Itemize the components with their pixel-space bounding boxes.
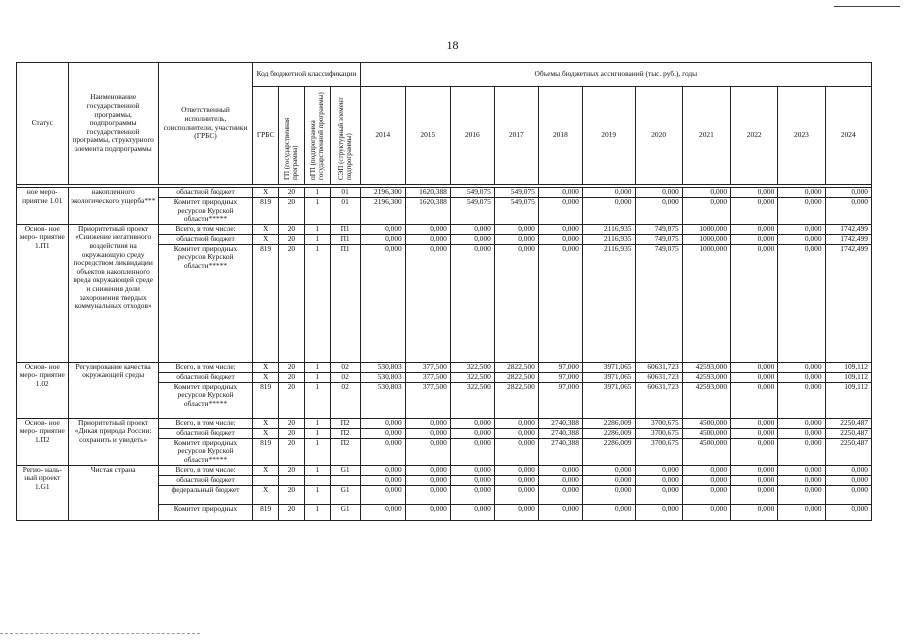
value-cell: 0,000 <box>360 438 405 465</box>
value-cell: 2196,300 <box>360 198 405 225</box>
value-cell: 0,000 <box>494 234 538 244</box>
value-cell: 0,000 <box>778 418 825 428</box>
value-cell: 97,000 <box>538 372 582 382</box>
value-cell: 2250,487 <box>825 438 871 465</box>
value-cell: 0,000 <box>731 428 778 438</box>
value-cell: 0,000 <box>450 244 494 362</box>
value-cell: 0,000 <box>731 224 778 234</box>
value-cell: 322,500 <box>450 382 494 418</box>
value-cell: 109,112 <box>825 382 871 418</box>
value-cell: 0,000 <box>825 198 871 225</box>
responsible-cell: Всего, в том числе: <box>158 362 253 372</box>
value-cell: 1742,499 <box>825 224 871 234</box>
header-code-gp <box>279 87 305 185</box>
header-status: Статус <box>17 63 69 185</box>
grbs-cell: X <box>253 418 279 428</box>
value-cell: 0,000 <box>405 428 450 438</box>
header-code-pgp <box>304 87 330 185</box>
sep-cell <box>330 475 360 485</box>
pgp-cell: 1 <box>304 428 330 438</box>
grbs-cell: 819 <box>253 438 279 465</box>
value-cell: 0,000 <box>731 188 778 198</box>
value-cell: 0,000 <box>450 224 494 234</box>
value-cell: 1742,499 <box>825 234 871 244</box>
grbs-cell: X <box>253 428 279 438</box>
value-cell: 0,000 <box>360 504 405 520</box>
value-cell: 0,000 <box>778 485 825 504</box>
grbs-cell: X <box>253 372 279 382</box>
value-cell: 1742,499 <box>825 244 871 362</box>
value-cell: 0,000 <box>825 485 871 504</box>
value-cell: 97,000 <box>538 362 582 372</box>
gp-cell: 20 <box>279 362 305 372</box>
value-cell: 0,000 <box>538 198 582 225</box>
value-cell: 0,000 <box>682 198 730 225</box>
responsible-cell: областной бюджет <box>158 475 253 485</box>
name-cell: Чистая страна <box>68 465 158 520</box>
value-cell: 1000,000 <box>682 224 730 234</box>
value-cell: 0,000 <box>538 504 582 520</box>
grbs-cell: 819 <box>253 244 279 362</box>
header-year: 2016 <box>450 87 494 185</box>
value-cell: 0,000 <box>450 234 494 244</box>
value-cell: 0,000 <box>360 234 405 244</box>
value-cell: 0,000 <box>360 485 405 504</box>
value-cell: 549,075 <box>450 188 494 198</box>
header-volumes: Объемы бюджетных ассигнований (тыс. руб.), годы <box>360 63 871 87</box>
value-cell: 0,000 <box>405 234 450 244</box>
table-row <box>17 224 872 234</box>
value-cell: 3971,065 <box>582 372 635 382</box>
gp-cell: 20 <box>279 485 305 504</box>
value-cell: 0,000 <box>825 188 871 198</box>
table-body <box>17 188 872 521</box>
value-cell: 0,000 <box>682 465 730 475</box>
value-cell: 0,000 <box>582 198 635 225</box>
value-cell: 2116,935 <box>582 244 635 362</box>
value-cell: 0,000 <box>538 475 582 485</box>
value-cell: 0,000 <box>731 485 778 504</box>
name-cell: накопленного экологического ущерба*** <box>68 188 158 225</box>
pgp-cell: 1 <box>304 504 330 520</box>
value-cell: 0,000 <box>450 428 494 438</box>
value-cell: 0,000 <box>778 234 825 244</box>
value-cell: 2286,009 <box>582 418 635 428</box>
value-cell: 377,500 <box>405 372 450 382</box>
sep-cell: G1 <box>330 485 360 504</box>
budget-table-container <box>16 62 872 521</box>
value-cell: 549,075 <box>494 198 538 225</box>
value-cell: 0,000 <box>778 475 825 485</box>
value-cell: 0,000 <box>731 475 778 485</box>
value-cell: 2250,487 <box>825 428 871 438</box>
grbs-cell: X <box>253 465 279 475</box>
value-cell: 109,112 <box>825 362 871 372</box>
sep-cell: G1 <box>330 504 360 520</box>
grbs-cell: X <box>253 485 279 504</box>
value-cell: 0,000 <box>582 188 635 198</box>
value-cell: 0,000 <box>778 224 825 234</box>
value-cell: 0,000 <box>731 504 778 520</box>
value-cell: 0,000 <box>778 465 825 475</box>
value-cell: 0,000 <box>450 504 494 520</box>
responsible-cell: федеральный бюджет <box>158 485 253 504</box>
responsible-cell: областной бюджет <box>158 372 253 382</box>
sep-cell: П1 <box>330 244 360 362</box>
value-cell: 0,000 <box>731 438 778 465</box>
value-cell: 42593,000 <box>682 362 730 372</box>
sep-cell: П1 <box>330 224 360 234</box>
value-cell: 0,000 <box>682 485 730 504</box>
pgp-cell: 1 <box>304 244 330 362</box>
value-cell: 0,000 <box>582 475 635 485</box>
value-cell: 0,000 <box>778 362 825 372</box>
value-cell: 0,000 <box>682 475 730 485</box>
responsible-cell: областной бюджет <box>158 234 253 244</box>
value-cell: 749,075 <box>635 234 682 244</box>
header-year: 2018 <box>538 87 582 185</box>
sep-cell: 02 <box>330 382 360 418</box>
value-cell: 0,000 <box>538 224 582 234</box>
value-cell: 0,000 <box>450 475 494 485</box>
value-cell: 42593,000 <box>682 372 730 382</box>
gp-cell: 20 <box>279 438 305 465</box>
value-cell: 377,500 <box>405 362 450 372</box>
value-cell: 0,000 <box>778 438 825 465</box>
value-cell: 60631,723 <box>635 382 682 418</box>
value-cell: 0,000 <box>635 475 682 485</box>
value-cell: 2822,500 <box>494 362 538 372</box>
value-cell: 0,000 <box>682 188 730 198</box>
value-cell: 0,000 <box>582 504 635 520</box>
pgp-cell: 1 <box>304 188 330 198</box>
sep-cell: 01 <box>330 198 360 225</box>
value-cell: 749,075 <box>635 224 682 234</box>
value-cell: 0,000 <box>635 198 682 225</box>
value-cell: 2740,388 <box>538 428 582 438</box>
pgp-cell: 1 <box>304 382 330 418</box>
gp-cell <box>279 475 305 485</box>
gp-cell: 20 <box>279 188 305 198</box>
value-cell: 0,000 <box>635 504 682 520</box>
status-cell: Основ- ное меро- приятие 1.П1 <box>17 224 69 362</box>
value-cell: 0,000 <box>731 382 778 418</box>
value-cell: 2822,500 <box>494 372 538 382</box>
value-cell: 0,000 <box>494 244 538 362</box>
value-cell: 0,000 <box>538 465 582 475</box>
pgp-cell <box>304 475 330 485</box>
value-cell: 0,000 <box>494 418 538 428</box>
value-cell: 0,000 <box>360 224 405 234</box>
value-cell: 322,500 <box>450 362 494 372</box>
value-cell: 0,000 <box>778 372 825 382</box>
status-cell: Основ- ное меро- приятие 1.02 <box>17 362 69 418</box>
value-cell: 0,000 <box>494 485 538 504</box>
value-cell: 549,075 <box>494 188 538 198</box>
top-rule <box>834 6 900 7</box>
value-cell: 749,075 <box>635 244 682 362</box>
value-cell: 0,000 <box>405 465 450 475</box>
value-cell: 0,000 <box>731 198 778 225</box>
value-cell: 2250,487 <box>825 418 871 428</box>
value-cell: 0,000 <box>778 428 825 438</box>
grbs-cell: X <box>253 234 279 244</box>
gp-cell: 20 <box>279 372 305 382</box>
responsible-cell: областной бюджет <box>158 428 253 438</box>
responsible-cell: Всего, в том числе: <box>158 465 253 475</box>
gp-cell: 20 <box>279 382 305 418</box>
sep-cell: 02 <box>330 362 360 372</box>
status-cell: Регио- наль- ный проект 1.G1 <box>17 465 69 520</box>
responsible-cell: Всего, в том числе: <box>158 224 253 234</box>
header-year: 2017 <box>494 87 538 185</box>
value-cell: 0,000 <box>538 234 582 244</box>
value-cell: 0,000 <box>450 465 494 475</box>
grbs-cell: 819 <box>253 198 279 225</box>
header-code-sep-text: СЭП (структурный элемент подпрограммы) <box>337 96 354 180</box>
value-cell: 0,000 <box>778 244 825 362</box>
value-cell: 2116,935 <box>582 234 635 244</box>
table-row <box>17 465 872 475</box>
pgp-cell: 1 <box>304 224 330 234</box>
value-cell: 0,000 <box>405 244 450 362</box>
header-year: 2024 <box>825 87 871 185</box>
value-cell: 4500,000 <box>682 418 730 428</box>
value-cell: 42593,000 <box>682 382 730 418</box>
value-cell: 0,000 <box>360 418 405 428</box>
value-cell: 2116,935 <box>582 224 635 234</box>
value-cell: 0,000 <box>731 234 778 244</box>
value-cell: 97,000 <box>538 382 582 418</box>
value-cell: 3700,675 <box>635 438 682 465</box>
value-cell: 530,803 <box>360 372 405 382</box>
header-responsible: Ответственный исполнитель, соисполнители, участники (ГРБС) <box>158 63 253 185</box>
value-cell: 530,803 <box>360 382 405 418</box>
value-cell: 0,000 <box>825 475 871 485</box>
responsible-cell: Комитет природных ресурсов Курской области***** <box>158 198 253 225</box>
value-cell: 0,000 <box>778 198 825 225</box>
value-cell: 2740,388 <box>538 438 582 465</box>
value-cell: 0,000 <box>405 438 450 465</box>
sep-cell: 01 <box>330 188 360 198</box>
value-cell: 2740,388 <box>538 418 582 428</box>
responsible-cell: Комитет природных ресурсов Курской области***** <box>158 244 253 362</box>
gp-cell: 20 <box>279 418 305 428</box>
value-cell: 530,803 <box>360 362 405 372</box>
grbs-cell: X <box>253 188 279 198</box>
value-cell: 0,000 <box>405 224 450 234</box>
gp-cell: 20 <box>279 465 305 475</box>
value-cell: 2286,009 <box>582 438 635 465</box>
value-cell: 0,000 <box>582 485 635 504</box>
value-cell: 0,000 <box>635 188 682 198</box>
name-cell: Приоритетный проект «Снижение негативного воздействия на окружающую среду посредством ликвидации объектов накопленного вреда окружающей среде и снижения доли захоронения твердых коммунальных отходов» <box>68 224 158 362</box>
value-cell: 2822,500 <box>494 382 538 418</box>
value-cell: 0,000 <box>635 465 682 475</box>
value-cell: 0,000 <box>405 504 450 520</box>
value-cell: 3700,675 <box>635 418 682 428</box>
value-cell: 0,000 <box>778 188 825 198</box>
value-cell: 0,000 <box>405 475 450 485</box>
table-row <box>17 362 872 372</box>
responsible-cell: Комитет природных ресурсов Курской области***** <box>158 438 253 465</box>
value-cell: 0,000 <box>360 244 405 362</box>
value-cell: 0,000 <box>825 465 871 475</box>
value-cell: 0,000 <box>731 362 778 372</box>
value-cell: 2196,300 <box>360 188 405 198</box>
value-cell: 0,000 <box>450 418 494 428</box>
header-year: 2020 <box>635 87 682 185</box>
name-cell: Регулирование качества окружающей среды <box>68 362 158 418</box>
value-cell: 0,000 <box>731 244 778 362</box>
value-cell: 0,000 <box>450 438 494 465</box>
value-cell: 0,000 <box>538 244 582 362</box>
header-year: 2021 <box>682 87 730 185</box>
value-cell: 1000,000 <box>682 244 730 362</box>
value-cell: 0,000 <box>778 504 825 520</box>
value-cell: 60631,723 <box>635 372 682 382</box>
responsible-cell: областной бюджет <box>158 188 253 198</box>
table-row <box>17 188 872 198</box>
value-cell: 4500,000 <box>682 428 730 438</box>
responsible-cell: Комитет природных <box>158 504 253 520</box>
value-cell: 1000,000 <box>682 234 730 244</box>
header-year: 2023 <box>778 87 825 185</box>
value-cell: 1620,388 <box>405 198 450 225</box>
value-cell: 0,000 <box>731 418 778 428</box>
grbs-cell: X <box>253 362 279 372</box>
sep-cell: G1 <box>330 465 360 475</box>
value-cell: 0,000 <box>360 428 405 438</box>
value-cell: 377,500 <box>405 382 450 418</box>
value-cell: 0,000 <box>635 485 682 504</box>
value-cell: 4500,000 <box>682 438 730 465</box>
value-cell: 0,000 <box>825 504 871 520</box>
gp-cell: 20 <box>279 428 305 438</box>
header-year: 2019 <box>582 87 635 185</box>
bottom-rule <box>0 633 200 634</box>
value-cell: 109,112 <box>825 372 871 382</box>
value-cell: 0,000 <box>494 438 538 465</box>
value-cell: 0,000 <box>582 465 635 475</box>
header-code-gp-text: ГП (государственная программа) <box>283 117 300 180</box>
header-year: 2015 <box>405 87 450 185</box>
value-cell: 0,000 <box>538 188 582 198</box>
pgp-cell: 1 <box>304 465 330 475</box>
gp-cell: 20 <box>279 224 305 234</box>
value-cell: 0,000 <box>731 372 778 382</box>
grbs-cell: 819 <box>253 382 279 418</box>
status-cell: ное меро- приятие 1.01 <box>17 188 69 225</box>
value-cell: 3971,065 <box>582 382 635 418</box>
value-cell: 0,000 <box>405 418 450 428</box>
header-name: Наименование государственной программы, подпрограммы государственной программы, структурного элемента подпрограммы <box>68 63 158 185</box>
sep-cell: П2 <box>330 438 360 465</box>
grbs-cell <box>253 475 279 485</box>
header-budget-code: Код бюджетной классификации <box>253 63 360 87</box>
pgp-cell: 1 <box>304 418 330 428</box>
pgp-cell: 1 <box>304 198 330 225</box>
value-cell: 0,000 <box>731 465 778 475</box>
value-cell: 0,000 <box>405 485 450 504</box>
value-cell: 0,000 <box>494 224 538 234</box>
value-cell: 2286,009 <box>582 428 635 438</box>
value-cell: 0,000 <box>538 485 582 504</box>
gp-cell: 20 <box>279 504 305 520</box>
header-code-grbs: ГРБС <box>253 87 279 185</box>
sep-cell: П2 <box>330 428 360 438</box>
value-cell: 0,000 <box>682 504 730 520</box>
pgp-cell: 1 <box>304 372 330 382</box>
pgp-cell: 1 <box>304 362 330 372</box>
name-cell: Приоритетный проект «Дикая природа России: сохранить и увидеть» <box>68 418 158 465</box>
value-cell: 0,000 <box>360 465 405 475</box>
value-cell: 549,075 <box>450 198 494 225</box>
pgp-cell: 1 <box>304 438 330 465</box>
value-cell: 0,000 <box>494 465 538 475</box>
value-cell: 1620,388 <box>405 188 450 198</box>
gp-cell: 20 <box>279 234 305 244</box>
value-cell: 322,500 <box>450 372 494 382</box>
pgp-cell: 1 <box>304 234 330 244</box>
gp-cell: 20 <box>279 198 305 225</box>
grbs-cell: 819 <box>253 504 279 520</box>
sep-cell: П1 <box>330 234 360 244</box>
status-cell: Основ- ное меро- приятие 1.П2 <box>17 418 69 465</box>
gp-cell: 20 <box>279 244 305 362</box>
grbs-cell: X <box>253 224 279 234</box>
header-year: 2022 <box>731 87 778 185</box>
value-cell: 60631,723 <box>635 362 682 372</box>
page-number: 18 <box>446 38 459 52</box>
value-cell: 0,000 <box>450 485 494 504</box>
value-cell: 0,000 <box>360 475 405 485</box>
table-row <box>17 418 872 428</box>
value-cell: 0,000 <box>494 428 538 438</box>
responsible-cell: Всего, в том числе: <box>158 418 253 428</box>
responsible-cell: Комитет природных ресурсов Курской области***** <box>158 382 253 418</box>
header-code-pgp-text: пГП (подпрограмма государственной программы) <box>309 91 326 180</box>
value-cell: 3700,675 <box>635 428 682 438</box>
sep-cell: П2 <box>330 418 360 428</box>
budget-table <box>16 62 872 521</box>
value-cell: 0,000 <box>494 504 538 520</box>
value-cell: 3971,065 <box>582 362 635 372</box>
header-year: 2014 <box>360 87 405 185</box>
sep-cell: 02 <box>330 372 360 382</box>
value-cell: 0,000 <box>778 382 825 418</box>
header-code-sep <box>330 87 360 185</box>
pgp-cell: 1 <box>304 485 330 504</box>
value-cell: 0,000 <box>494 475 538 485</box>
